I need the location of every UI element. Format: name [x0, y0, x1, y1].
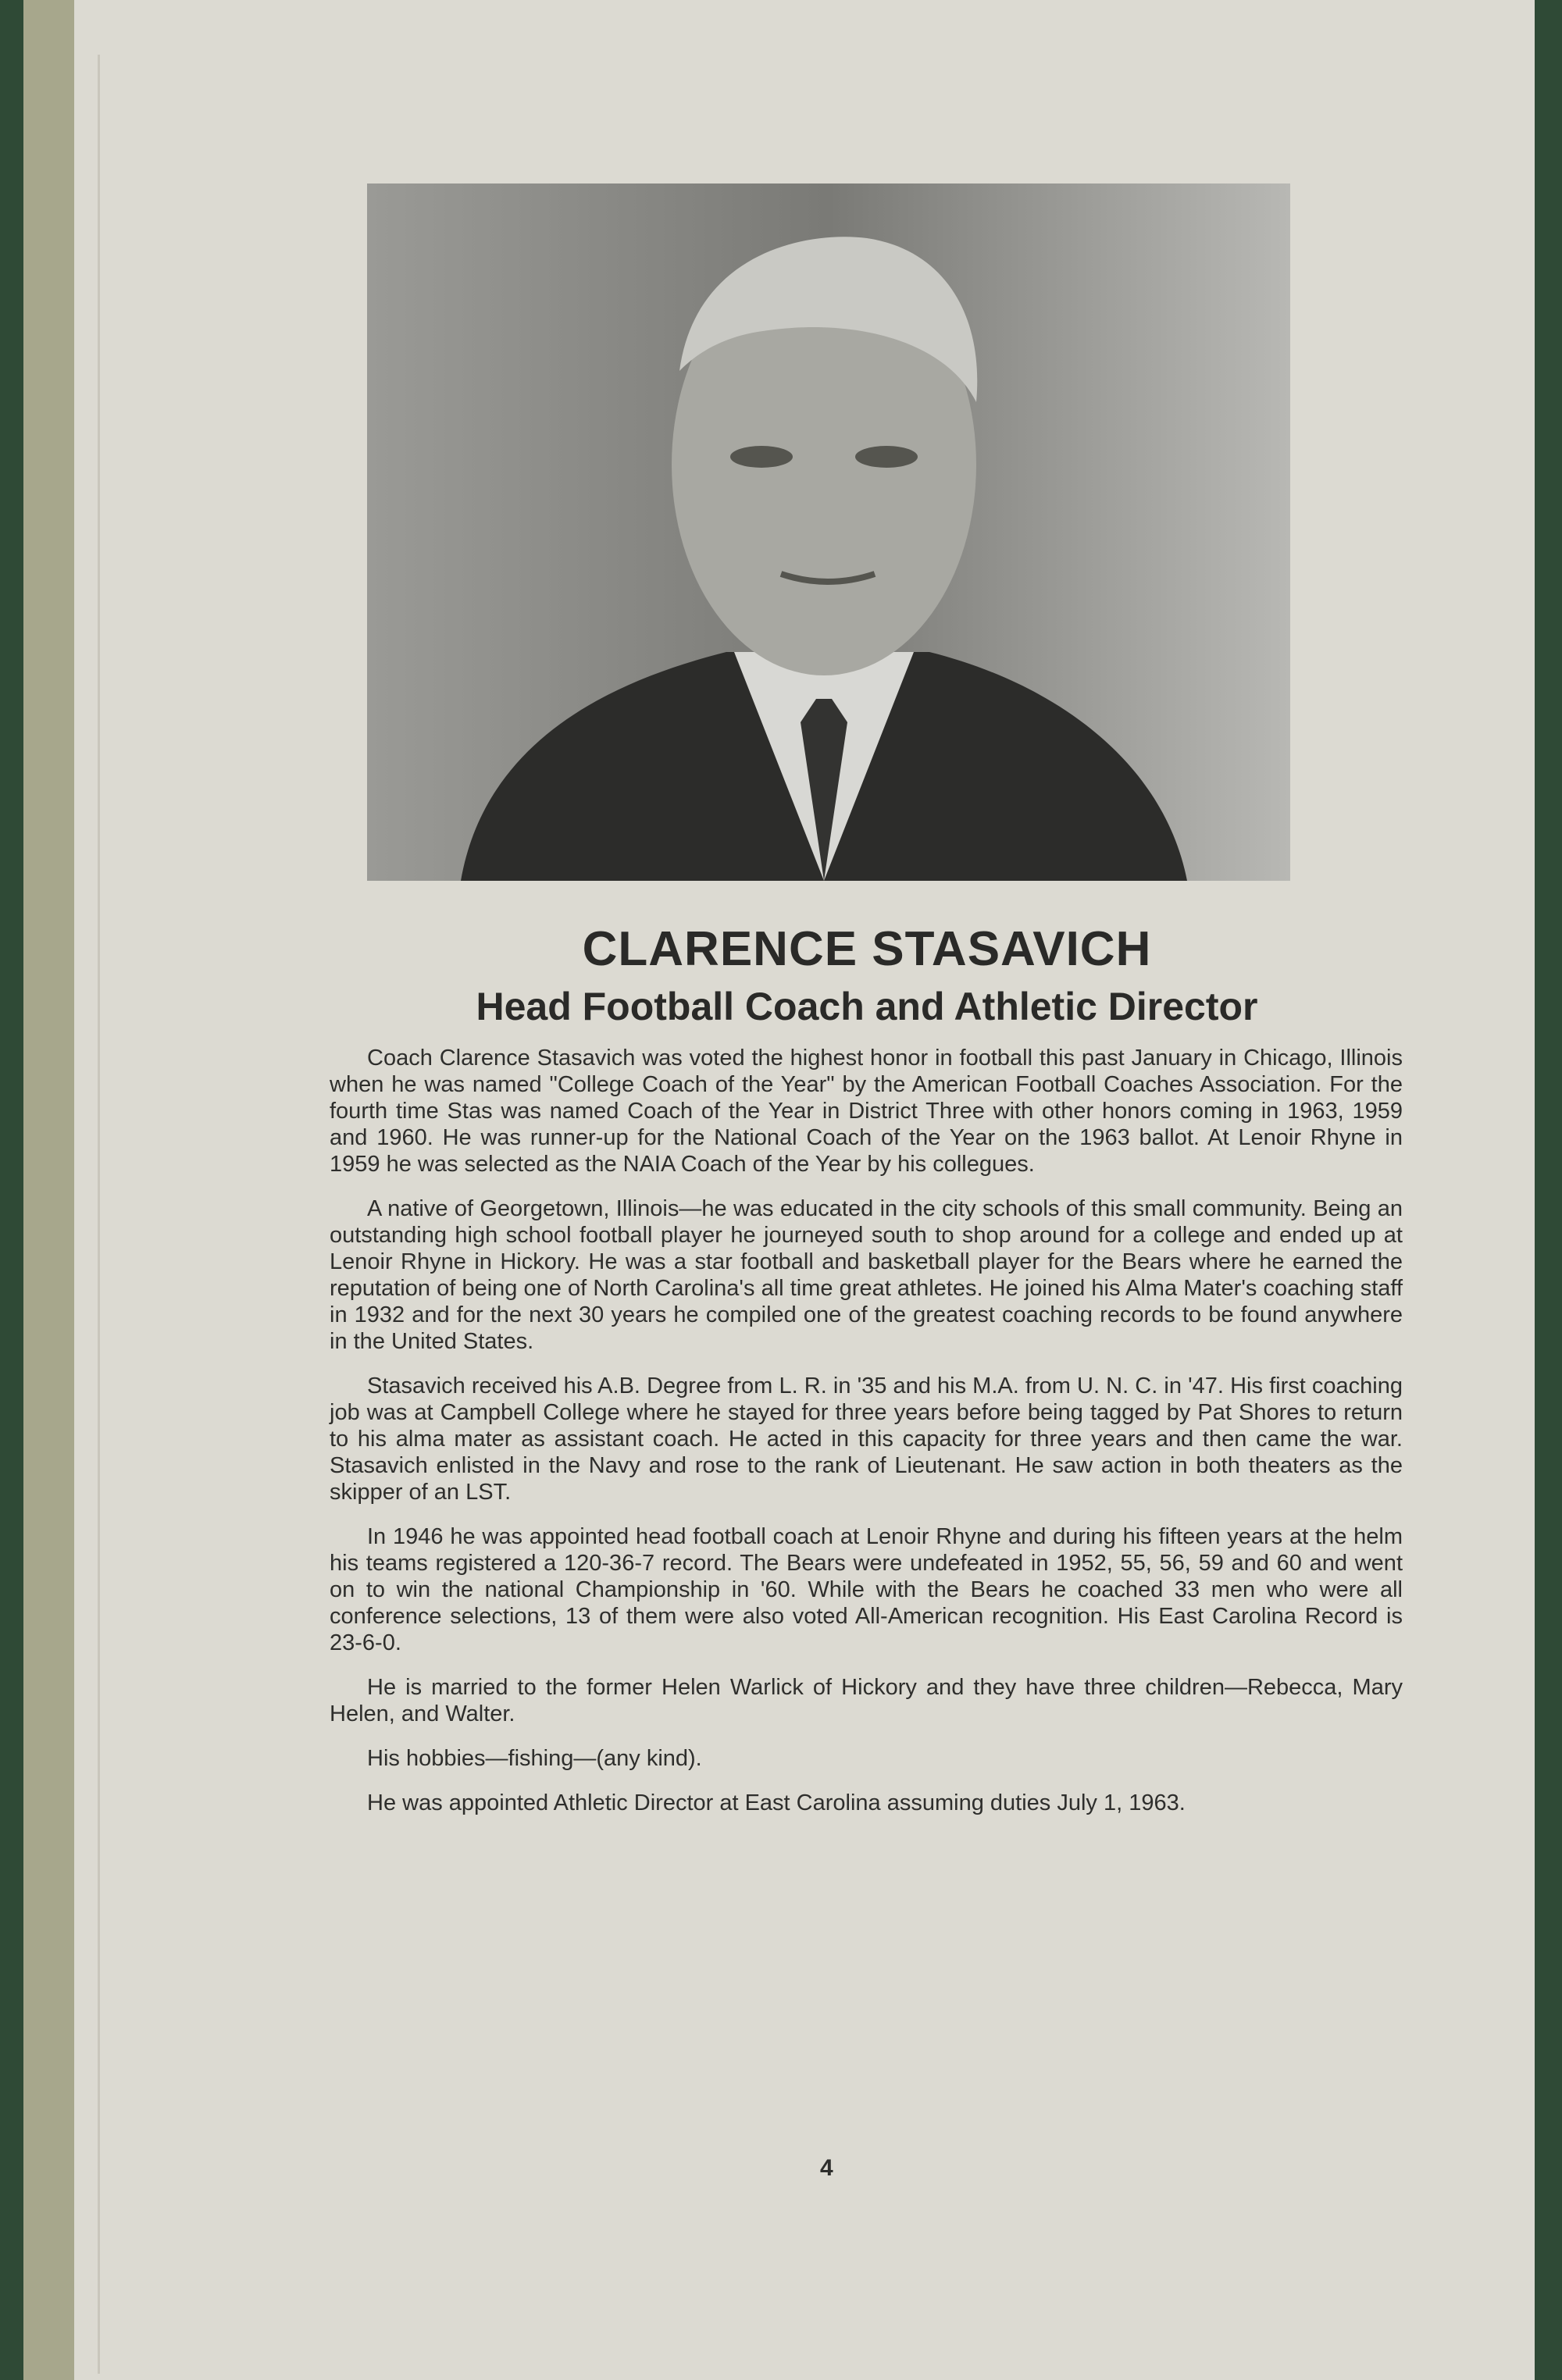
biography-text: [330, 1045, 1403, 1834]
page-title: CLARENCE STASAVICH: [582, 922, 1152, 976]
paragraph: Coach Clarence Stasavich was voted the highest honor in football this past January in Chicago, Illinois when he was named "College Coach of the Year" by the American Football Coaches Association. For the fourth time Stas was named Coach of the Year in District Three with other honors coming in 1963, 1959 and 1960. He was runner-up for the National Coach of the Year on the 1963 ballot. At Lenoir Rhyne in 1959 he was selected as the NAIA Coach of the Year by his collegues.: [330, 1046, 1403, 1177]
paragraph: In 1946 he was appointed head football coach at Lenoir Rhyne and during his fifteen years at the helm his teams registered a 120-36-7 record. The Bears were undefeated in 1952, 55, 56, 59 and 60 and went on to win the national Championship in '60. While with the Bears he coached 33 men who were all conference selections, 13 of them were also voted All-American recognition. His East Carolina Record is 23-6-0.: [330, 1524, 1403, 1655]
paragraph: A native of Georgetown, Illinois—he was educated in the city schools of this small community. Being an outstanding high school football player he journeyed south to shop around for a college and ended up at Lenoir Rhyne in Hickory. He was a star football and basketball player for the Bears where he earned the reputation of being one of North Carolina's all time great athletes. He joined his Alma Mater's coaching staff in 1932 and for the next 30 years he compiled one of the greatest coaching records to be found anywhere in the United States.: [330, 1196, 1403, 1354]
paragraph: Stasavich received his A.B. Degree from L. R. in '35 and his M.A. from U. N. C. in '47. His first coaching job was at Campbell College where he stayed for three years before being tagged by Pat Shores to return to his alma mater as assistant coach. He acted in this capacity for three years and then came the war. Stasavich enlisted in the Navy and rose to the rank of Lieutenant. He saw action in both theaters as the skipper of an LST.: [330, 1373, 1403, 1505]
paragraph: He was appointed Athletic Director at East Carolina assuming duties July 1, 1963.: [367, 1790, 1186, 1815]
page-number: 4: [820, 2155, 833, 2181]
page-subtitle: Head Football Coach and Athletic Director: [476, 985, 1258, 1028]
paragraph: His hobbies—fishing—(any kind).: [367, 1746, 702, 1771]
paragraph: He is married to the former Helen Warlick of Hickory and they have three children—Rebecca, Mary Helen, and Walter.: [330, 1675, 1403, 1726]
coach-portrait-photo: [367, 183, 1290, 881]
